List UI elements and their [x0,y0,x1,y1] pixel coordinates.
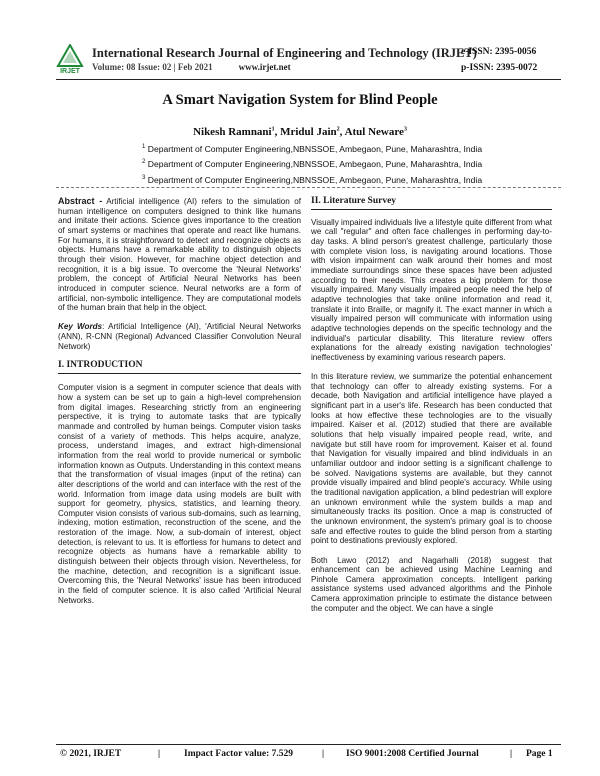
literature-paragraph: Visually impaired individuals live a lifestyle quite different from what we call "regular" and often face challenges in performing day-to-day tasks. A blind person's greatest challenge, particularly those with complete vision loss, is navigating around locations. Those with vision impairment can walk around their homes and most immediate surroundings since these spaces have been adjusted according to their needs. This creates a big problem for those visually impaired. Many visually impaired people need the help of adaptive technologies that take online information and read it, translate it into Braille, or magnify it. The exact manner in which a visually impaired person will communicate with information using adaptive technologies depends on the specific technology and the individual's particular disability. This literature review offers explanations for the already existing navigation technologies' ineffectiveness by examining various research papers. [311,217,552,362]
affiliations [142,141,482,187]
footer-separator: | [322,749,325,759]
author-sup: 1 [271,126,275,133]
footer-separator: | [158,749,161,759]
author-list: Nikesh Ramnani$^1$, Mridul Jain$^2$, Atul Neware$^3$ [193,126,407,138]
irjet-logo [56,44,84,74]
intro-text: Computer vision is a segment in computer science that deals with how a system can be set up to gain a high-level comprehension from digital images. Researching strictly from an engineering perspective, it is trying to automate tasks that are typically manmade and controlled by human beings. Computer vision tasks consist of a variety of methods. This helps acquire, analyze, process, understand images, and extract high-dimensional information from the real world to provide numerical or symbolic information known as Outputs. Understanding in this context means that the transformation of visual images (input of the retina) can alter descriptions of the world and can interface with the rest of the world. Information from image data using models are built with support for geometry, physics, statistics, and learning theory. Computer vision consists of various sub-domains, such as learning, indexing, motion estimation, reconstruction of the scene, and the restoration of the image. Now, a sub-domain of interest, object detection, is relevant to us. It is effortless for humans to detect and recognize objects as humans have a remarkable ability to distinguish between their objects through vision. Nevertheless, for the machine, detection, and recognition is a significant issue. Overcoming this, the 'Neural Networks' issue has been introduced in the field of computer science. It is also called 'Artificial Neural Networks. [58,383,301,605]
keywords [58,322,301,351]
keywords-text: : Artificial Intelligence (AI), 'Artificial Neural Networks (ANN), R-CNN (Regional) Advanced Classifier Convolution Neural Network) [58,322,301,351]
footer-copyright: © 2021, IRJET [60,749,122,759]
abstract-text: Artificial intelligence (AI) refers to the simulation of human intelligence on computers designed to think like humans and imitate their actions. Science gives importance to the creation of smart systems or machines that operate and react like humans. For humans, it is straightforward to detect and recognize objects as objects. Humans have a remarkable ability to distinguish objects through their vision. However, for machine object detection and recognition, it is a big issue. To overcome the 'Neural Networks' problem, the concept of Artificial Neural Networks has been introduced in computer science. Neural networks are a form of artificial, non-symbolic intelligence. They are computational models of the human brain that help in the object. [58,197,301,313]
logo-text: IRJET [60,68,80,74]
author-name: Nikesh Ramnani [193,126,272,138]
right-column [311,197,552,613]
dashed-divider [56,187,561,188]
volume-issue: Volume: 08 Issue: 02 | Feb 2021 [92,62,213,72]
affiliation: $^3$ Department of Computer Engineering,NBNSSOE, Ambegaon, Pune, Maharashtra, India [142,174,483,185]
literature-paragraph: In this literature review, we summarize the potential enhancement that technology can offer to already existing systems. For a decade, both Navigation and artificial intelligence have played a significant part in a user's life. Research has been conducted that looks at how effective these technologies are to the visually impaired. Kaiser et al. (2012) studied that there are available solutions that help visually impaired people read, write, and navigate but still have room for improvement. Kaiser et al. found that Navigation for visually impaired and blind individuals in an unfamiliar outdoor and indoor setting is a significant challenge to be solved. Navigations systems are available, but they cannot provide visually impaired and blind people's accuracy. While using the traditional navigation application, a blind pedestrian will explore an unknown environment while the system builds a map and simultaneously tracks its position. Once a map is constructed of the unknown environment, the system's primary goal is to choose safe and effective routes to guide the blind person from a starting point to destinations previously explored. [311,372,552,546]
left-column [58,197,301,605]
affiliation: $^2$ Department of Computer Engineering,NBNSSOE, Ambegaon, Pune, Maharashtra, India [142,159,483,170]
literature-paragraph: Both Lawo (2012) and Nagarhalli (2018) suggest that enhancement can be achieved using Machine Learning and Pinhole Camera approximation concepts. Intelligent parking assistance systems used advanced algorithms and the Pinhole Camera approximation principle to estimate the distance between the computer and the object. We can have a single [311,555,552,613]
intro-heading: I. INTRODUCTION [58,360,143,371]
author-name: Mridul Jain [280,126,337,138]
abstract-label: Abstract - [58,196,103,206]
footer-separator: | [510,749,513,759]
footer-iso: ISO 9001:2008 Certified Journal [346,749,479,759]
volume-line [92,62,291,72]
author-name: Atul Neware [344,126,404,138]
journal-title: International Research Journal of Engineering and Technology (IRJET) [92,46,477,60]
literature-heading: II. Literature Survey [311,196,397,206]
affiliation: $^1$ Department of Computer Engineering,NBNSSOE, Ambegaon, Pune, Maharashtra, India [142,143,483,154]
p-issn: p-ISSN: 2395-0072 [461,63,538,73]
page-number: Page 1 [526,749,553,759]
paper-title: A Smart Navigation System for Blind People [162,92,438,108]
author-sup: 2 [336,126,340,133]
author-sup: 3 [403,126,407,133]
header-divider [56,79,561,80]
e-issn: e-ISSN: 2395-0056 [461,47,537,57]
footer-impact-factor: Impact Factor value: 7.529 [184,749,294,759]
abstract [58,197,301,313]
journal-url[interactable]: www.irjet.net [238,62,291,72]
footer-divider [56,744,561,745]
keywords-label: Key Words [58,322,103,332]
